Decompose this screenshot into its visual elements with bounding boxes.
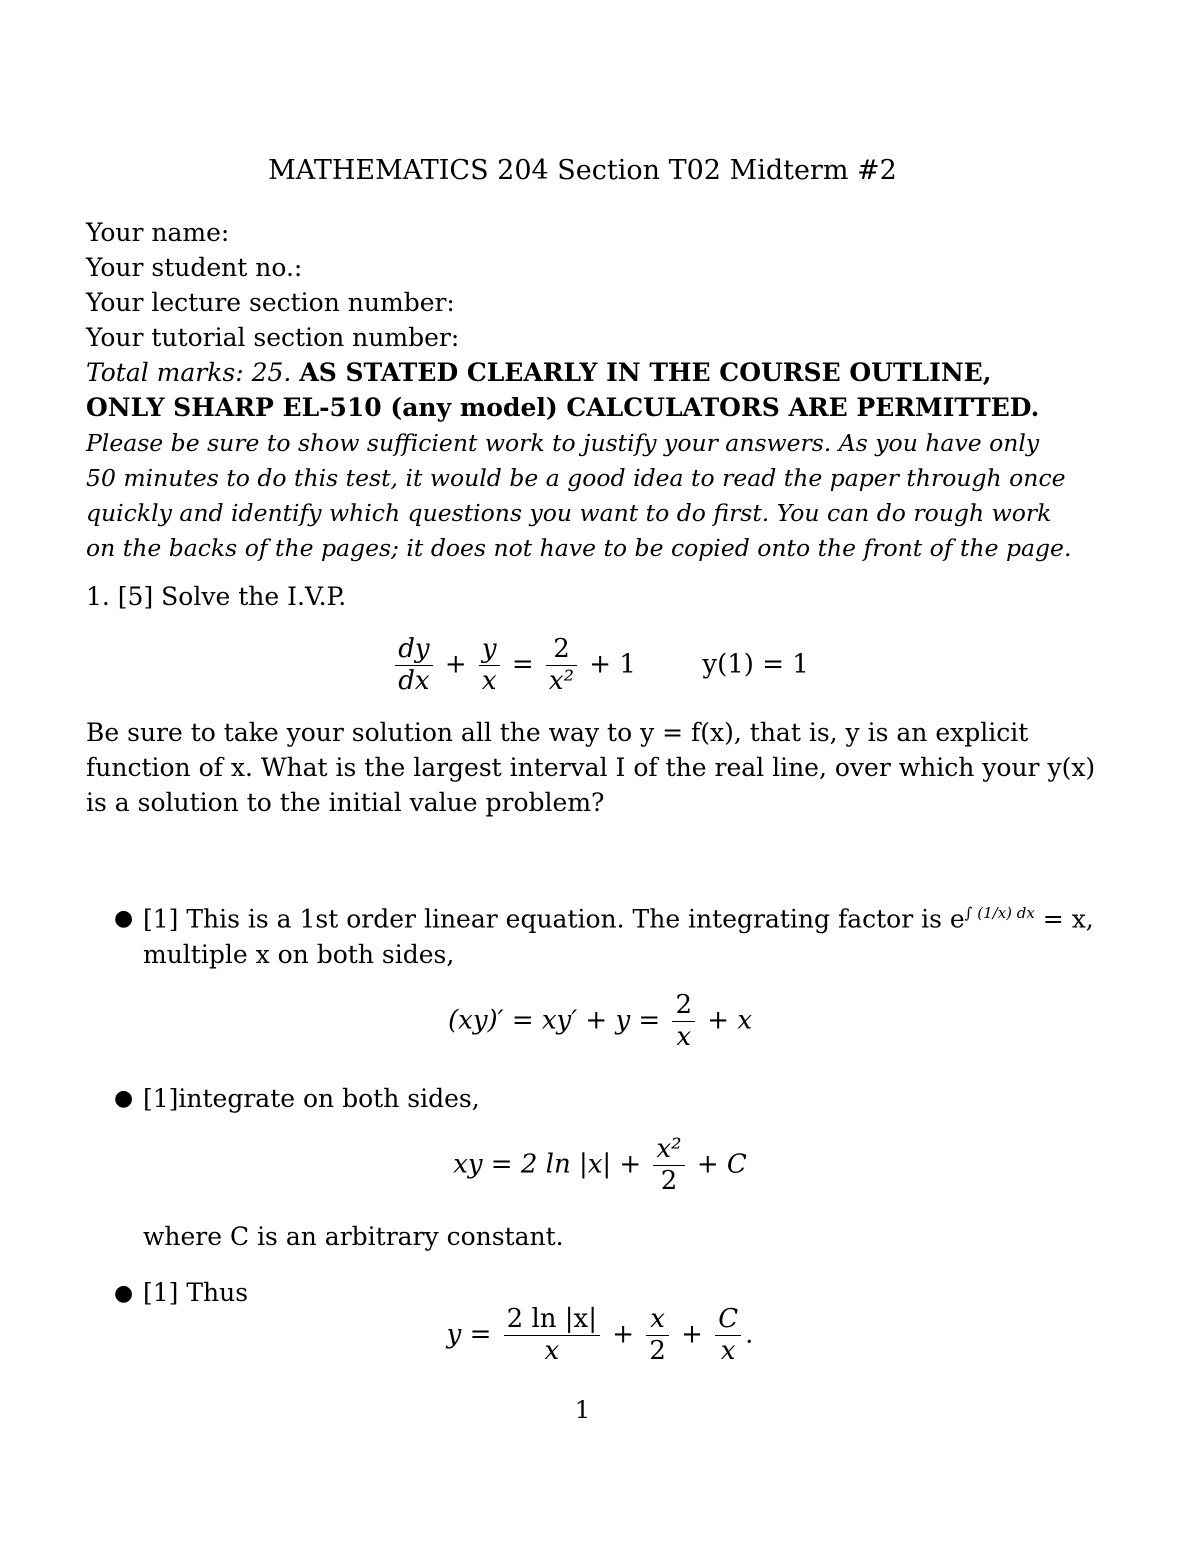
dy-dx-fraction: $\frac{dy}{dx}$	[395, 634, 432, 697]
advice-line-4: on the backs of the pages; it does not have to be copied onto the front of the page.	[86, 534, 1072, 562]
step-3-line-1: [1] Thus	[143, 1278, 249, 1307]
advice-line-2: 50 minutes to do this test, it would be a good idea to read the paper through once	[86, 464, 1066, 492]
question-1-body-1: Be sure to take your solution all the way to y = f(x), that is, y is an explicit	[86, 718, 1029, 747]
name-label: Your name:	[86, 218, 230, 247]
calculator-notice-1: AS STATED CLEARLY IN THE COURSE OUTLINE,	[299, 358, 992, 387]
ivp-equation: $\frac{dy}{dx}$ + $\frac{y}{x}$ = $\frac{2}{\text{x²}}$ + 1 y(1) = 1	[0, 634, 1200, 697]
initial-condition: y(1) = 1	[702, 649, 809, 680]
advice-line-3: quickly and identify which questions you want to do first. You can do rough work	[86, 499, 1052, 527]
question-1-body-2: function of x. What is the largest interval I of the real line, over which your y(x)	[86, 753, 1096, 782]
total-marks: Total marks: 25.	[86, 358, 292, 387]
exam-title: MATHEMATICS 204 Section T02 Midterm #2	[268, 155, 897, 186]
calculator-notice-2: ONLY SHARP EL-510 (any model) CALCULATORS ARE PERMITTED.	[86, 393, 1040, 422]
step-2-line-1: [1]integrate on both sides,	[143, 1084, 480, 1113]
question-1-heading: 1. [5] Solve the I.V.P.	[86, 582, 347, 611]
lecture-section-label: Your lecture section number:	[86, 288, 455, 317]
step-1-line-2: multiple x on both sides,	[143, 940, 455, 969]
tutorial-section-label: Your tutorial section number:	[86, 323, 460, 352]
step-1-equation: (xy)′ = xy′ + y = $\frac{2}{x}$ + x	[448, 990, 752, 1053]
step-1-line-1: [1] This is a 1st order linear equation. The integrating factor is $e^{\int (1/x) dx} = x$,	[143, 904, 1094, 934]
step-3-equation: y = $\frac{2 \ln |x|}{x}$ + $\frac{x}{2}$ + $\frac{C}{x}$ .	[446, 1304, 754, 1367]
y-over-x-fraction: $\frac{y}{x}$	[479, 634, 500, 697]
integrating-factor-exponent: ∫ (1/x) dx	[964, 904, 1035, 922]
bullet-icon: ●	[114, 1281, 134, 1306]
bullet-icon: ●	[114, 906, 134, 931]
step-2-note: where C is an arbitrary constant.	[143, 1222, 564, 1251]
student-no-label: Your student no.:	[86, 253, 303, 282]
bullet-icon: ●	[114, 1086, 134, 1111]
page-number: 1	[574, 1396, 591, 1424]
marks-line	[86, 358, 991, 387]
two-over-x-squared-fraction: $\frac{2}{\text{x²}}$	[546, 634, 577, 697]
advice-line-1: Please be sure to show sufficient work to justify your answers. As you have only	[86, 429, 1040, 457]
step-2-equation: xy = 2 ln |x| + $\frac{\text{x²}}{2}$ + C	[453, 1134, 747, 1197]
question-1-body-3: is a solution to the initial value problem?	[86, 788, 605, 817]
